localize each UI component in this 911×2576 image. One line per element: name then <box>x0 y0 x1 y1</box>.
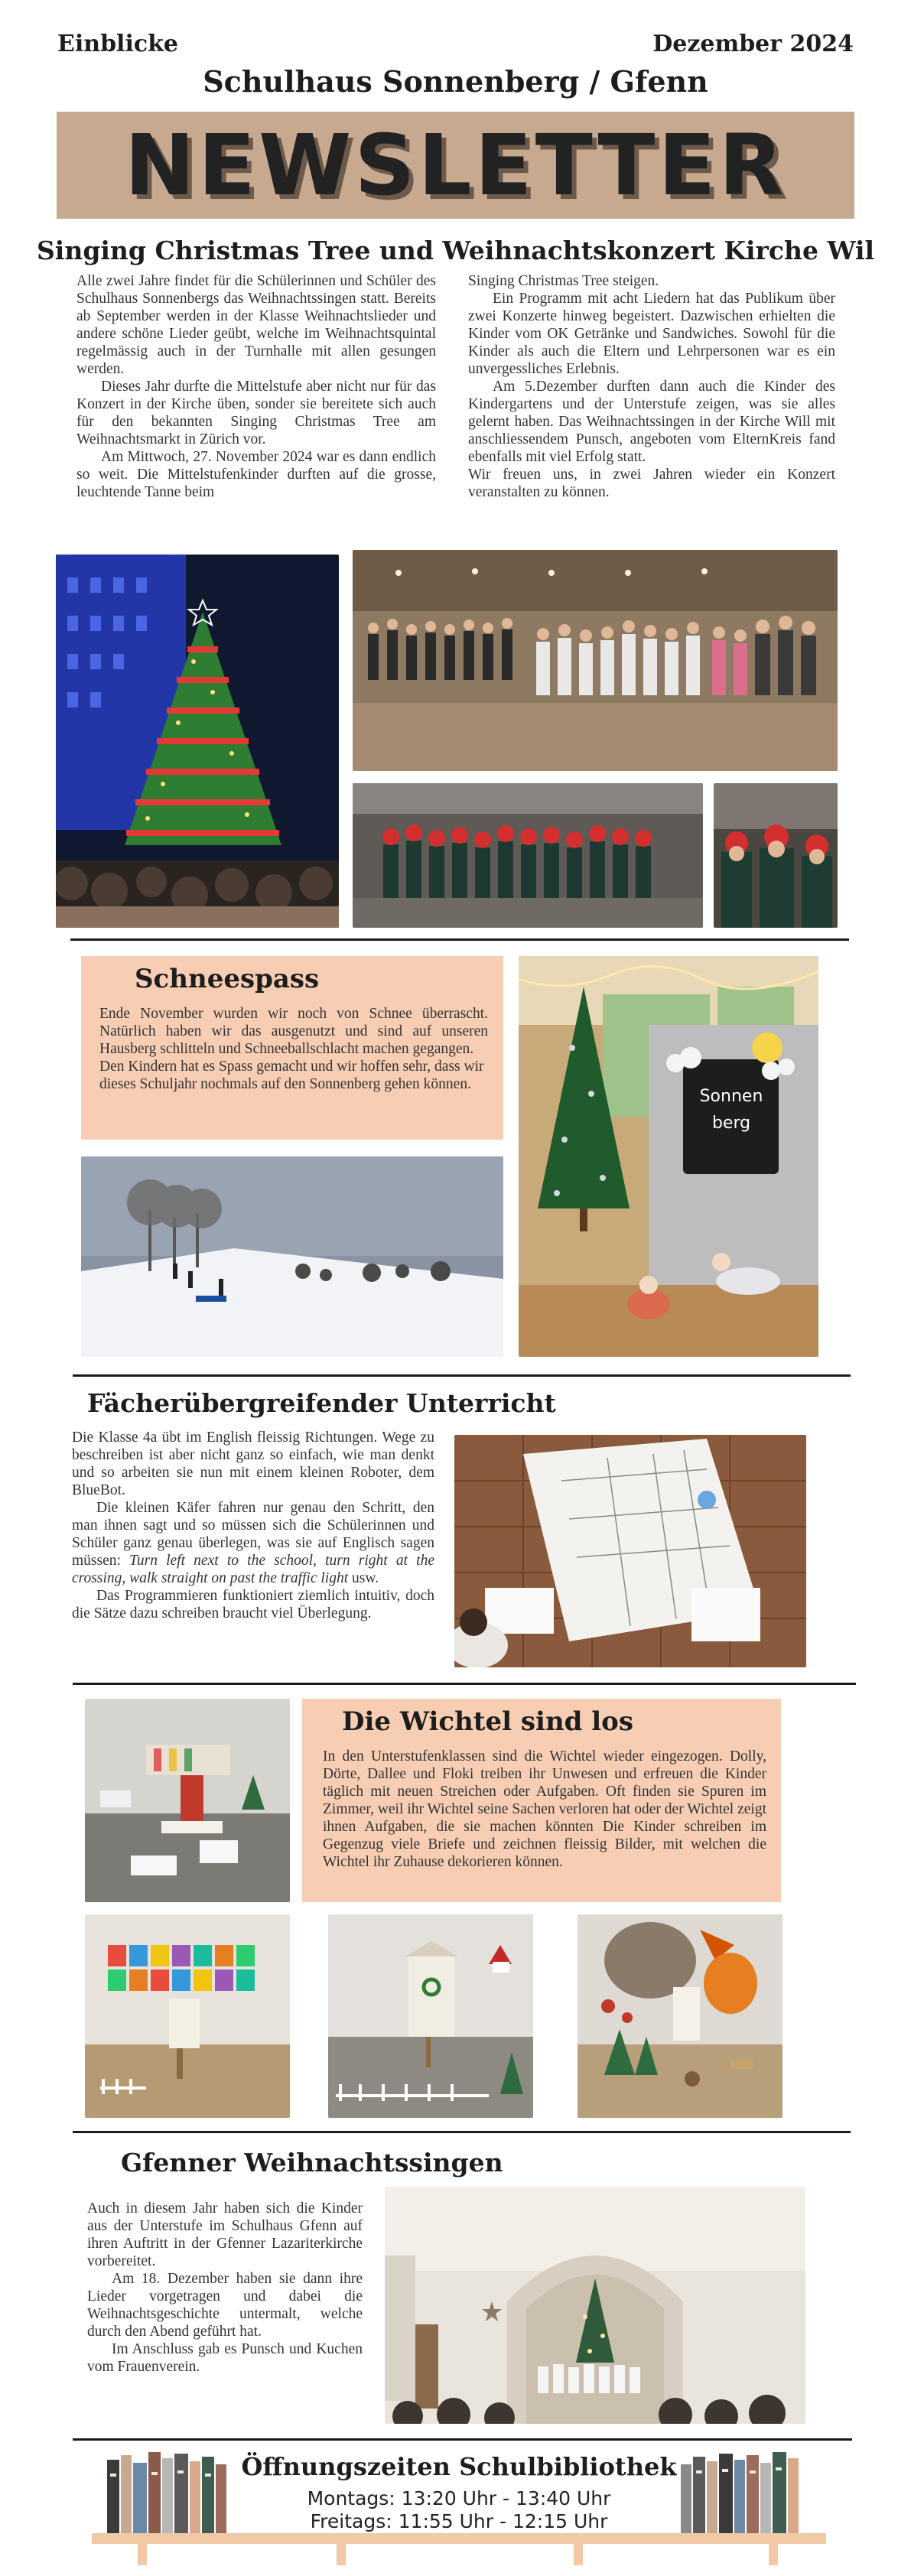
article-title-wichtel: Die Wichtel sind los <box>342 1706 634 1737</box>
wichtel-box <box>302 1699 781 1902</box>
board-text-1: Sonnen <box>699 1087 763 1106</box>
article-title-unterricht: Fächerübergreifender Unterricht <box>87 1388 556 1418</box>
divider <box>73 1374 851 1377</box>
article-title-schneespass: Schneespass <box>135 964 320 994</box>
photo-bluebot-map <box>454 1435 806 1667</box>
newsletter-banner <box>57 112 854 219</box>
photo-classroom-sonnenberg-board <box>519 956 818 1357</box>
paragraph: Wir freuen uns, in zwei Jahren wieder ein Konzert veranstalten zu können. <box>468 467 835 500</box>
text-span: usw. <box>348 1570 379 1586</box>
paragraph: Ende November wurden wir noch von Schnee überrascht. Natürlich haben wir das ausgenutzt und sind auf unseren Hausberg schlitteln und Schneeballschlacht machen gegangen. <box>99 1006 488 1057</box>
paragraph: Am 18. Dezember haben sie dann ihre Lieder vorgetragen und dabei die Weihnachtsgeschichte untermalt, welche durch den Abend geführt hat. <box>87 2271 363 2340</box>
photo-singing-christmas-tree <box>56 555 339 928</box>
shelf-leg <box>769 2544 778 2565</box>
paragraph: Alle zwei Jahre findet für die Schülerinnen und Schüler des Schulhaus Sonnenbergs das Weihnachtssingen statt. Bereits ab September werden in der Klasse Weihnachtslieder und andere schöne Lieder geübt, welche im Weihnachtsquintal regelmässig auch in der Turnhalle mit allen gesungen werden. <box>76 273 436 377</box>
unterricht-text <box>72 1429 434 1622</box>
paragraph: Ein Programm mit acht Liedern hat das Publikum über zwei Konzerte hinweg begeistert. Dazwischen erhielten die Kinder vom OK Getränke und Sandwiches. Sowohl für die Kinder als auch die Eltern und Lehrpersonen war es ein unvergessliches Erlebnis. <box>468 291 835 377</box>
library-hours-monday: Montags: 13:20 Uhr - 13:40 Uhr <box>307 2487 611 2509</box>
paragraph: Am 5.Dezember durften dann auch die Kinder des Kindergartens und der Unterstufe zeigen, was sie alles gelernt haben. Das Weihnachtssingen in der Kirche Will mit anschliessendem Punsch, angeboten vom ElternKreis fand ebenfalls mit viel Erfolg statt. <box>468 379 835 465</box>
divider <box>70 938 849 941</box>
paragraph: Dieses Jahr durfte die Mittelstufe aber nicht nur für das Konzert in der Kirche üben, sonder sie bereitete sich auch für den bekannten Singing Christmas Tree am Weihnachtsmarkt in Zürich vor. <box>76 379 436 447</box>
schneespass-text <box>99 1005 488 1093</box>
school-name: Schulhaus Sonnenberg / Gfenn <box>203 64 708 99</box>
board-text-2: berg <box>711 1114 751 1133</box>
newsletter-title: NEWSLETTER <box>124 116 787 214</box>
photo-wichtel-fox-forest <box>578 1914 782 2118</box>
paragraph: Am Mittwoch, 27. November 2024 war es dann endlich so weit. Die Mittelstufenkinder durften auf die grosse, leuchtende Tanne beim <box>76 449 436 500</box>
paragraph: Singing Christmas Tree steigen. <box>468 273 659 289</box>
library-title: Öffnungszeiten Schulbibliothek <box>241 2452 677 2481</box>
schneespass-box <box>81 956 503 1140</box>
photo-choir-red-hats <box>353 783 703 928</box>
shelf-leg <box>337 2544 346 2565</box>
divider <box>73 2438 852 2441</box>
wichtel-text: In den Unterstufenklassen sind die Wichtel wieder eingezogen. Dolly, Dörte, Dallee und Floki treiben ihr Unwesen und erfreuen die Kinder täglich mit neuen Streichen oder Aufgaben. Oft finden sie Spuren im Zimmer, weil ihr Wichtel seine Sachen verloren hat oder der Wichtel zeigt ihnen Aufgaben, die sie machen könnten Die Kinder schreiben im Gegenzug viele Briefe und zeichnen fleissig Bilder, mit welchen die Wichtel ihr Zuhause dekorieren können. <box>323 1748 766 1870</box>
divider <box>73 2131 851 2133</box>
article1-column-left <box>76 272 436 501</box>
paragraph: Den Kindern hat es Spass gemacht und wir hoffen sehr, dass wir dieses Schuljahr nochmals auf den Sonnenberg gehen können. <box>99 1059 484 1092</box>
article-title-christmas-tree: Singing Christmas Tree und Weihnachtskonzert Kirche Wil <box>36 236 875 265</box>
paragraph: Die Klasse 4a übt im English fleissig Richtungen. Wege zu beschreiben ist aber nicht ganz so einfach, wie man denkt und so arbeiten sie nun mit einem kleinen Roboter, dem BlueBot. <box>72 1429 434 1498</box>
paragraph: Im Anschluss gab es Punsch und Kuchen vom Frauenverein. <box>87 2341 363 2375</box>
text-span: Die kleinen Käfer fahren nur genau den Schritt, den man ihnen sagt und so müssen sich die Schülerinnen und Schüler ganz genau überlegen, was sie auf Englisch sagen müssen: <box>72 1500 434 1569</box>
photo-wichtel-door-colorful <box>85 1914 290 2118</box>
library-footer <box>92 2451 826 2565</box>
section-label: Einblicke <box>57 31 178 57</box>
photo-wichtel-door-table <box>85 1699 290 1902</box>
divider <box>73 1683 856 1685</box>
photo-gfenn-church <box>385 2187 805 2424</box>
book-shelf <box>92 2533 826 2544</box>
shelf-leg <box>138 2544 147 2565</box>
paragraph: Das Programmieren funktioniert ziemlich intuitiv, doch die Sätze dazu schreiben braucht viel Überlegung. <box>72 1588 434 1621</box>
article1-column-right <box>468 272 835 501</box>
english-example: Turn left next to the school, turn right at the crossing, walk straight on past the traffic light <box>72 1553 434 1586</box>
photo-wichtel-house-christmas <box>328 1914 533 2118</box>
photo-choir-hall <box>353 550 838 771</box>
paragraph <box>72 1499 434 1587</box>
paragraph: Auch in diesem Jahr haben sich die Kinder aus der Unterstufe im Schulhaus Gfenn auf ihren Auftritt in der Gfenner Lazariterkirche vorbereitet. <box>87 2200 363 2269</box>
article-title-gfenn: Gfenner Weihnachtssingen <box>121 2148 503 2178</box>
shelf-leg <box>574 2544 583 2565</box>
library-hours-friday: Freitags: 11:55 Uhr - 12:15 Uhr <box>310 2510 608 2532</box>
photo-snow-hill <box>81 1156 503 1357</box>
gfenn-text <box>87 2200 363 2376</box>
issue-date: Dezember 2024 <box>652 31 854 57</box>
photo-red-hats-close <box>714 783 838 928</box>
